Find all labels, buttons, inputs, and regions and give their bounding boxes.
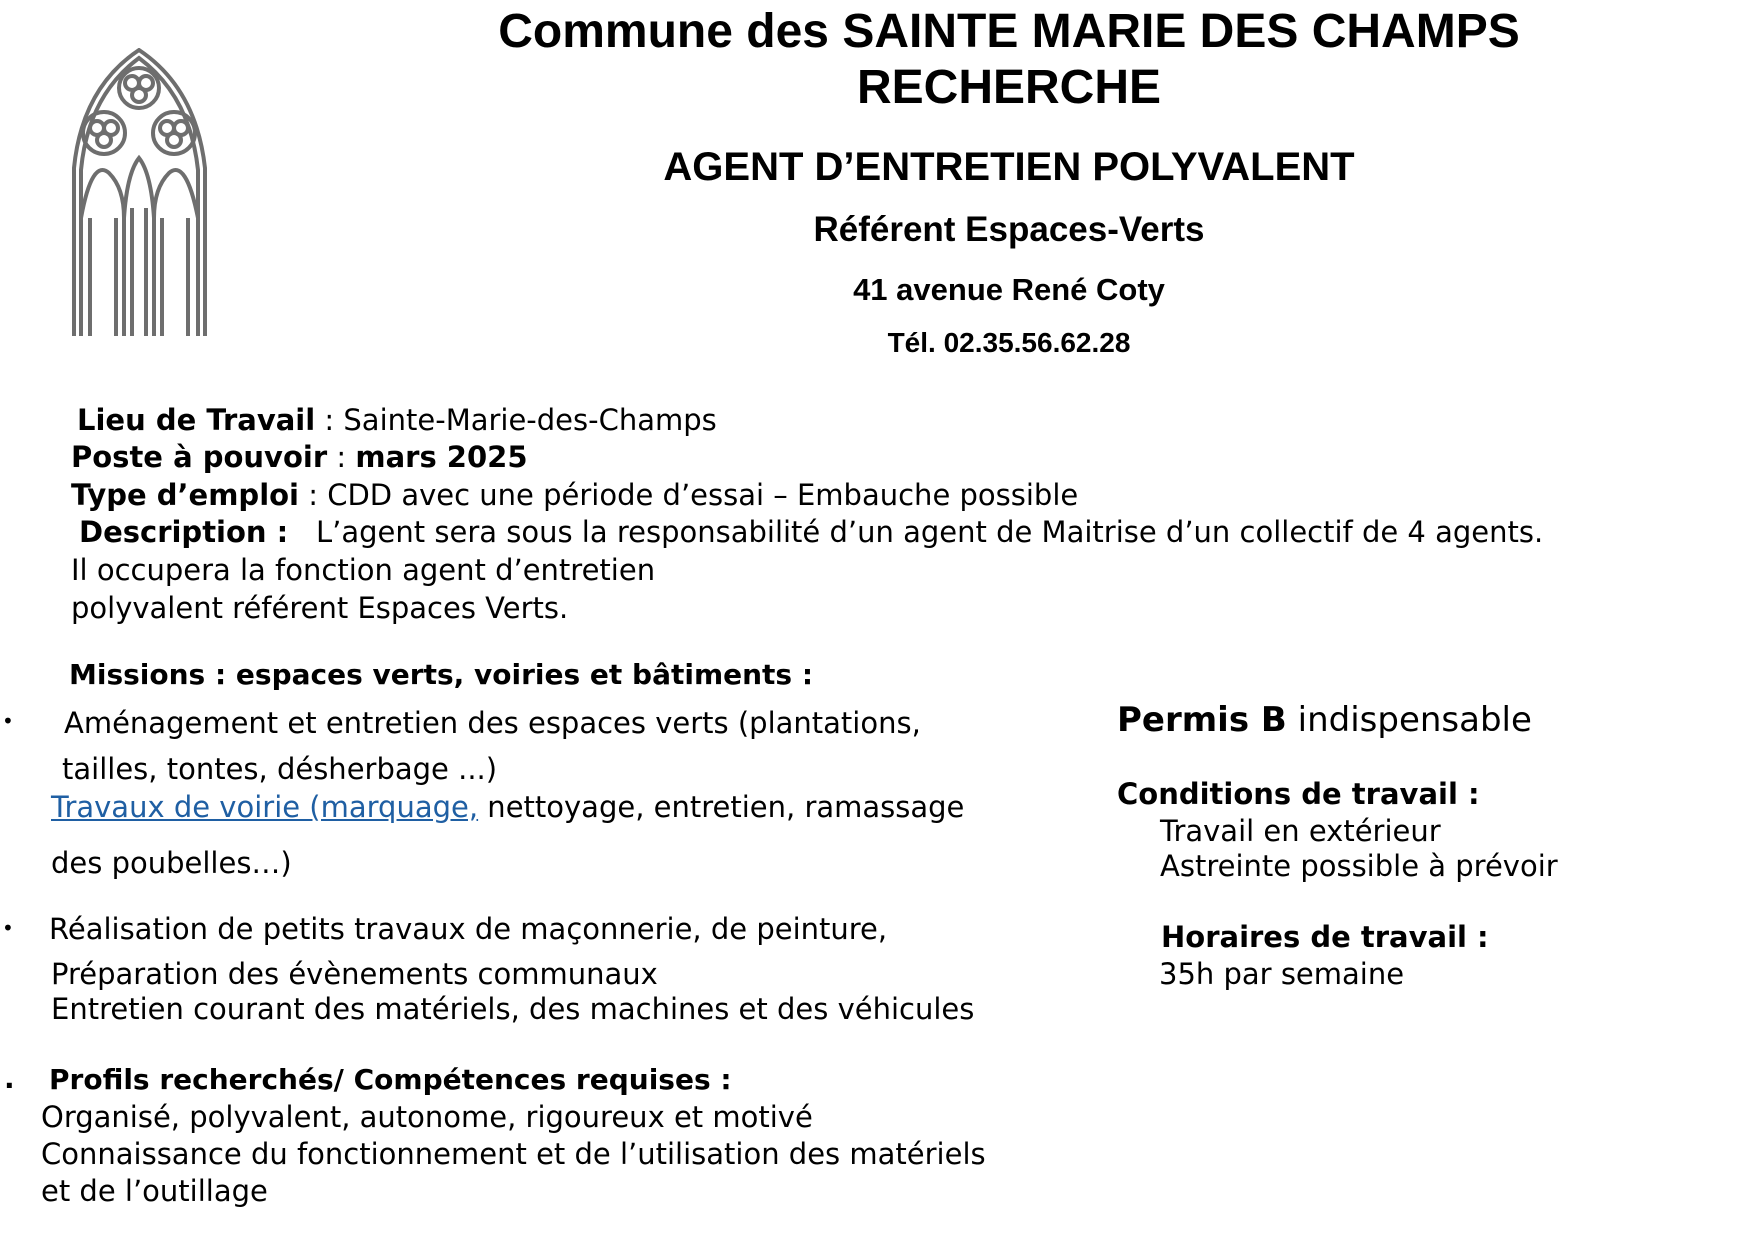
conditions-heading: Conditions de travail : (1117, 777, 1480, 811)
job-title: AGENT D’ENTRETIEN POLYVALENT (663, 145, 1355, 189)
lieu-label: Lieu de Travail (77, 403, 316, 437)
title-recherche: RECHERCHE (856, 61, 1162, 114)
permis-bold: Permis B (1117, 700, 1287, 740)
mission-item2-line2: Préparation des évènements communaux (51, 957, 658, 991)
profils-marker: . (4, 1062, 15, 1095)
mission-item2-line3: Entretien courant des matériels, des machines et des véhicules (51, 992, 975, 1026)
profils-line3: et de l’outillage (41, 1174, 268, 1208)
mission-item1-line2: tailles, tontes, désherbage ...) (62, 752, 498, 786)
profils-heading: Profils recherchés/ Compétences requises : (49, 1063, 732, 1096)
mission-item2-line1: Réalisation de petits travaux de maçonnerie, de peinture, (49, 912, 888, 946)
missions-heading: Missions : espaces verts, voiries et bâtiments : (69, 658, 814, 691)
voirie-link[interactable]: Travaux de voirie (marquage, (51, 790, 479, 824)
poste-label: Poste à pouvoir (71, 440, 328, 474)
permis (1117, 701, 1532, 740)
mission-item1-line3 (51, 791, 964, 824)
title-commune: Commune des SAINTE MARIE DES CHAMPS (498, 5, 1520, 58)
poste-sep: : (327, 440, 356, 474)
bullet-2: • (2, 916, 14, 940)
permis-rest: indispensable (1286, 700, 1532, 740)
job-subtitle: Référent Espaces-Verts (813, 210, 1205, 249)
poste-value: mars 2025 (355, 440, 528, 474)
profils-line1: Organisé, polyvalent, autonome, rigoureux et motivé (41, 1100, 813, 1134)
profils-line2: Connaissance du fonctionnement et de l’utilisation des matériels (41, 1137, 986, 1171)
type-value: : CDD avec une période d’essai – Embauche possible (299, 478, 1079, 512)
mission-item1-line1: Aménagement et entretien des espaces verts (plantations, (64, 706, 921, 740)
phone: Tél. 02.35.56.62.28 (887, 327, 1131, 358)
poste-a-pouvoir (71, 441, 528, 474)
lieu-de-travail (77, 404, 717, 437)
bullet-1: • (2, 709, 14, 733)
description-line2: Il occupera la fonction agent d’entretien (71, 553, 656, 587)
description-line1: L’agent sera sous la responsabilité d’un agent de Maitrise d’un collectif de 4 agents. (316, 515, 1544, 549)
description-line3: polyvalent référent Espaces Verts. (71, 591, 569, 625)
mission-item1-line3-rest: nettoyage, entretien, ramassage (478, 790, 965, 824)
mission-item1-line4: des poubelles…) (51, 846, 292, 880)
conditions-line1: Travail en extérieur (1160, 814, 1441, 848)
horaires-line1: 35h par semaine (1159, 957, 1405, 991)
horaires-heading: Horaires de travail : (1161, 920, 1489, 954)
type-emploi (71, 479, 1078, 512)
lieu-value: : Sainte-Marie-des-Champs (315, 403, 717, 437)
address: 41 avenue René Coty (853, 272, 1165, 307)
type-label: Type d’emploi (71, 478, 299, 512)
description-label: Description : (79, 515, 289, 549)
conditions-line2: Astreinte possible à prévoir (1160, 849, 1558, 883)
